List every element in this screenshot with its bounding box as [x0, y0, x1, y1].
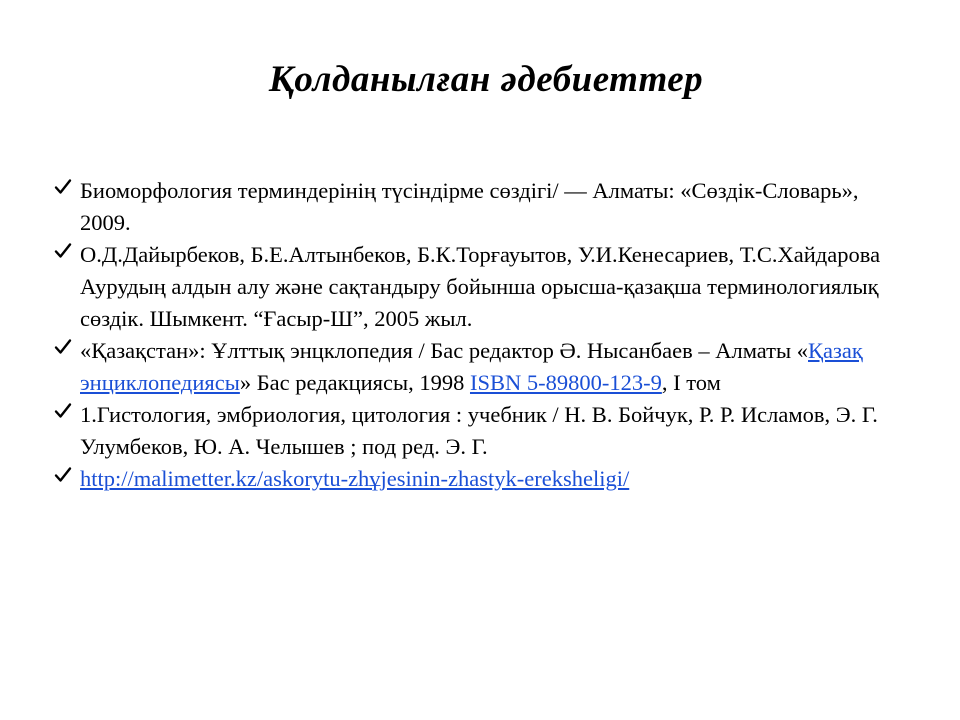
reference-item-2: [54, 239, 884, 335]
slide-title: Қолданылған әдебиеттер: [268, 59, 704, 100]
checkmark-icon: [54, 402, 72, 420]
reference-text: Биоморфология терминдерінің түсіндірме сөздігі/ — Алматы: «Сөздік-Словарь», 2009.: [80, 178, 859, 235]
encyclopedia-link[interactable]: Қазақ энциклопедиясы: [80, 338, 863, 395]
reference-text-before: «Қазақстан»: Ұлттық энцклопедия / Бас редактор Ә. Нысанбаев – Алматы «: [80, 338, 809, 363]
checkmark-icon: [54, 242, 72, 260]
reference-text: О.Д.Дайырбеков, Б.Е.Алтынбеков, Б.К.Торғауытов, У.И.Кенесариев, Т.С.Хайдарова Аурудың алдын алу және сақтандыру бойынша орысша-қазақша терминологиялық сөздік. Шымкент. “Ғасыр-Ш”, 2005 жыл.: [80, 242, 881, 331]
reference-item-4: [54, 399, 884, 463]
checkmark-icon: [54, 466, 72, 484]
reference-list: [54, 175, 884, 495]
reference-text-mid: » Бас редакциясы, 1998: [239, 370, 470, 395]
reference-text: 1.Гистология, эмбриология, цитология : учебник / Н. В. Бойчук, Р. Р. Исламов, Э. Г. Улумбеков, Ю. А. Челышев ; под ред. Э. Г.: [80, 402, 878, 459]
checkmark-icon: [54, 338, 72, 356]
reference-item-1: [54, 175, 884, 239]
reference-text-after: , I том: [661, 370, 721, 395]
reference-item-3: [54, 335, 884, 399]
reference-item-5: [54, 463, 884, 495]
isbn-link[interactable]: ISBN 5-89800-123-9: [469, 370, 662, 395]
checkmark-icon: [54, 178, 72, 196]
malimetter-url-link[interactable]: http://malimetter.kz/askorytu-zhұjesinin-zhastyk-ereksheligi/: [80, 466, 630, 491]
